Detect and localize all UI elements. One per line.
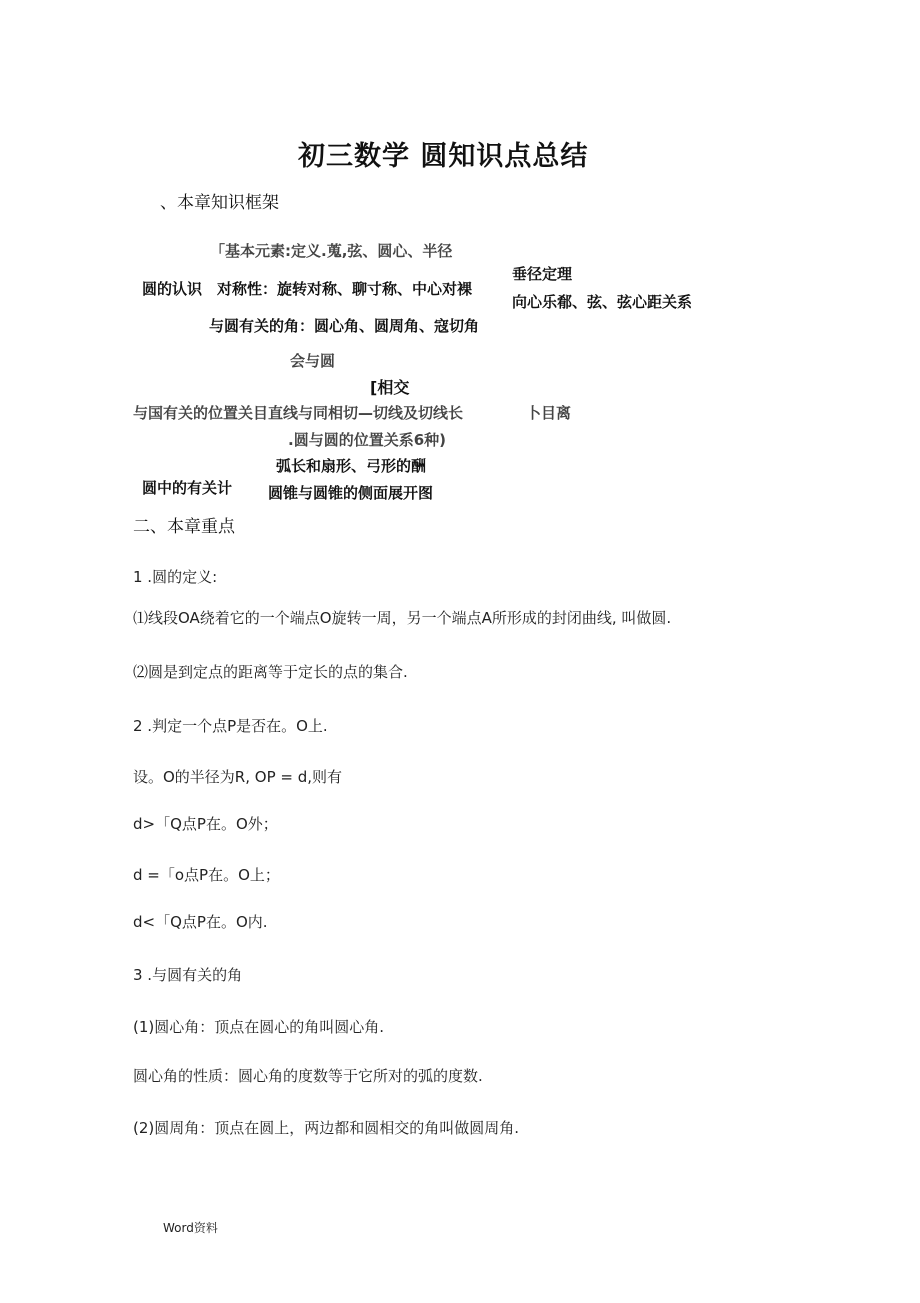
paragraph: d =「o点P在。O上； <box>133 866 280 884</box>
paragraph: ⑵圆是到定点的距离等于定长的点的集合. <box>133 663 408 681</box>
framework-circle-circle: .圆与圆的位置关系6种) <box>288 431 446 449</box>
framework-perp-bisector: 垂径定理 <box>512 265 573 283</box>
framework-cone: 圆锥与圆锥的侧面展开图 <box>268 484 434 502</box>
framework-intersect: [相交 <box>370 378 410 397</box>
section-heading-framework: 、本章知识框架 <box>160 193 279 213</box>
framework-arc-sector: 弧长和扇形、弓形的酬 <box>276 457 427 475</box>
framework-apart: 卜目离 <box>526 404 572 422</box>
page-title: 初三数学 圆知识点总结 <box>298 141 589 172</box>
framework-calc: 圆中的有关计 <box>142 479 233 497</box>
paragraph: d<「Q点P在。O内. <box>133 913 268 931</box>
page-footer: Word资料 <box>163 1221 218 1235</box>
paragraph: (1)圆心角：顶点在圆心的角叫圆心角. <box>133 1018 385 1036</box>
paragraph: (2)圆周角：顶点在圆上，两边都和圆相交的角叫做圆周角. <box>133 1119 520 1137</box>
paragraph: 1 .圆的定义: <box>133 568 218 586</box>
section-heading-key-points: 二、本章重点 <box>133 517 235 537</box>
framework-position-relations: 与国有关的位置关目直线与同相切—切线及切线长 <box>133 404 464 422</box>
framework-circle-recognition: 圆的认识 <box>142 280 203 298</box>
framework-basic-elements: 「基本元素:定义.蒐,弦、圆心、半径 <box>210 242 453 260</box>
paragraph: 圆心角的性质：圆心角的度数等于它所对的弧的度数. <box>133 1067 483 1085</box>
framework-related-angles: 与圆有关的角：圆心角、圆周角、寇切角 <box>209 317 480 335</box>
framework-hui-yu-yuan: 会与圆 <box>290 352 336 370</box>
paragraph: 设。O的半径为R, OP = d,则有 <box>133 768 343 786</box>
paragraph: ⑴线段OA绕着它的一个端点O旋转一周，另一个端点A所形成的封闭曲线, 叫做圆. <box>133 609 672 627</box>
framework-chord-relations: 向心乐郩、弦、弦心距关系 <box>512 293 693 311</box>
paragraph: 2 .判定一个点P是否在。O上. <box>133 717 328 735</box>
paragraph: d>「Q点P在。O外； <box>133 815 278 833</box>
paragraph: 3 .与圆有关的角 <box>133 966 243 984</box>
framework-symmetry: 对称性：旋转对称、聊寸称、中心对裸 <box>217 280 473 298</box>
